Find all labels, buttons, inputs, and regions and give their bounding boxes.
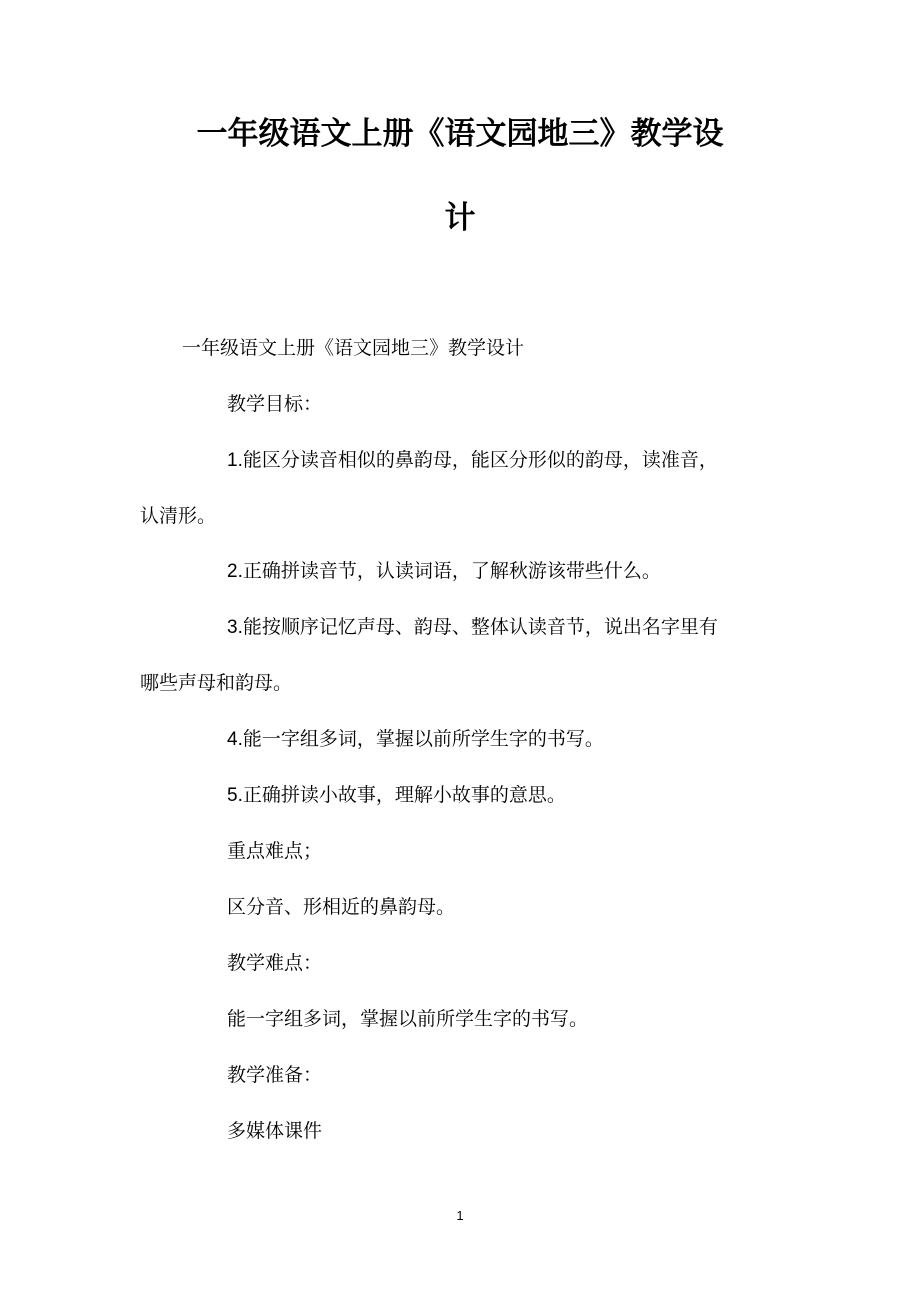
difficulty-heading: 教学难点： [227, 952, 323, 974]
preparation-text: 多媒体课件 [227, 1120, 323, 1142]
subtitle: 一年级语文上册《语文园地三》教学设计 [182, 337, 525, 359]
difficulty-text: 能一字组多词，掌握以前所学生字的书写。 [227, 1008, 589, 1030]
objective-item [227, 446, 718, 475]
objective-number: 3. [227, 617, 243, 638]
key-points-heading: 重点难点； [227, 840, 323, 862]
objective-number: 2. [227, 561, 243, 582]
objective-text: 能一字组多词，掌握以前所学生字的书写。 [242, 728, 604, 750]
key-points-text: 区分音、形相近的鼻韵母。 [227, 896, 456, 918]
objective-item [227, 613, 718, 642]
objective-number: 4. [227, 729, 243, 750]
objective-text: 能区分读音相似的鼻韵母，能区分形似的韵母，读准音， [242, 449, 718, 471]
preparation-heading: 教学准备： [227, 1064, 323, 1086]
objective-text: 能按顺序记忆声母、韵母、整体认读音节，说出名字里有 [242, 616, 718, 638]
objective-number: 1. [227, 450, 243, 471]
objective-item [227, 781, 566, 810]
title-line-2: 计 [444, 200, 476, 236]
objective-continuation: 认清形。 [140, 505, 217, 527]
objective-item [227, 557, 661, 586]
objective-number: 5. [227, 785, 243, 806]
page-number: 1 [456, 1208, 464, 1223]
title-line-1: 一年级语文上册《语文园地三》教学设 [196, 116, 724, 152]
objectives-heading: 教学目标： [227, 393, 323, 415]
objective-item [227, 725, 604, 754]
objective-text: 正确拼读音节，认读词语，了解秋游该带些什么。 [242, 560, 661, 582]
objective-continuation: 哪些声母和韵母。 [140, 672, 293, 694]
objective-text: 正确拼读小故事，理解小故事的意思。 [242, 784, 566, 806]
